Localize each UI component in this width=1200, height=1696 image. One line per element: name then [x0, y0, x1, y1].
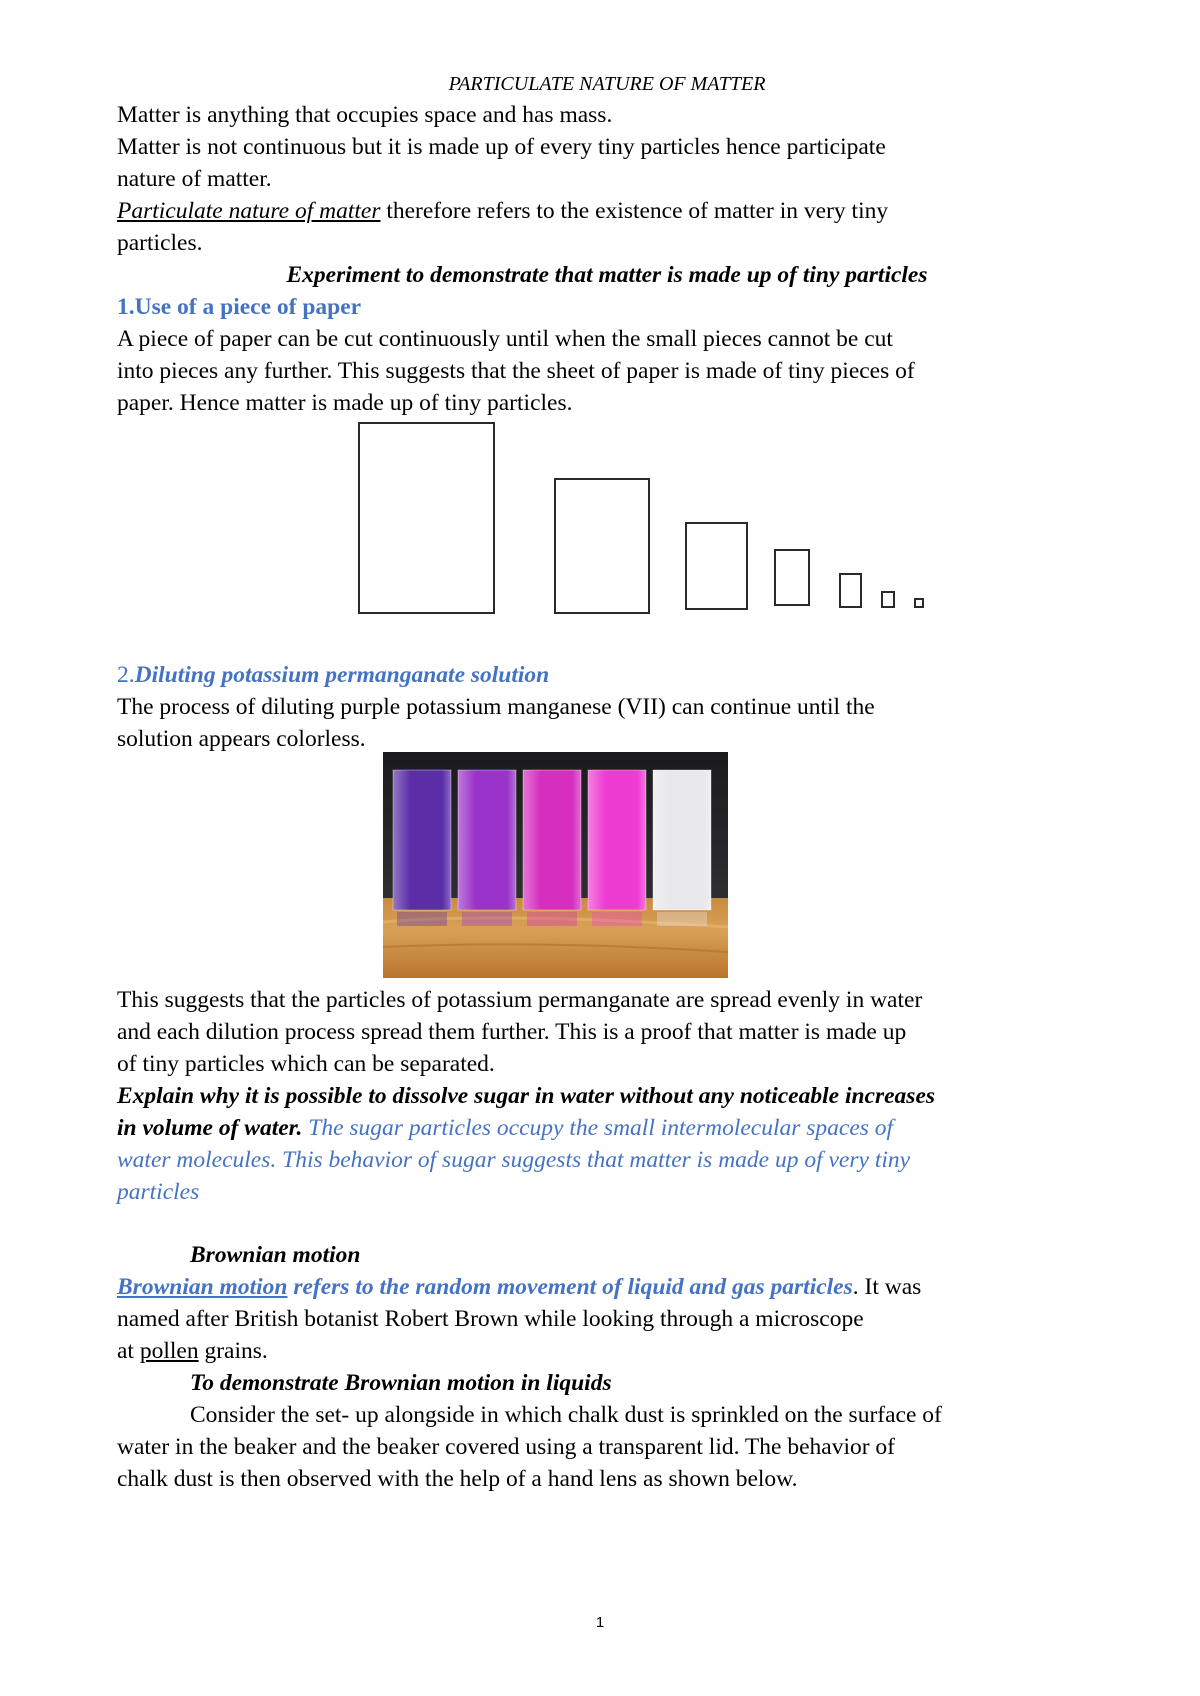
section2-after-line-2: and each dilution process spread them further. This is a proof that matter is made up	[117, 1019, 907, 1045]
demo-line-1: Consider the set- up alongside in which chalk dust is sprinkled on the surface of	[190, 1402, 942, 1428]
pollen-link[interactable]: pollen	[139, 1338, 199, 1364]
page-number: 1	[595, 1614, 605, 1631]
beaker-reflection-3	[527, 912, 577, 926]
paper-piece-3	[685, 522, 748, 610]
beaker-shine-1	[393, 770, 451, 910]
question-line-1: Explain why it is possible to dissolve sugar in water without any noticeable increases	[117, 1083, 936, 1109]
definition-line	[117, 196, 888, 228]
beaker-shine-3	[523, 770, 581, 910]
brownian-definition	[117, 1272, 921, 1304]
section2-title: Diluting potassium permanganate solution	[134, 662, 550, 688]
beaker-reflection-2	[462, 912, 512, 926]
answer-start: The sugar particles occupy the small intermolecular spaces of	[302, 1115, 894, 1141]
demo-heading: To demonstrate Brownian motion in liquids	[190, 1370, 612, 1396]
paper-piece-6	[881, 591, 895, 608]
section1-line-2: into pieces any further. This suggests that the sheet of paper is made of tiny pieces of	[117, 358, 915, 384]
permanganate-dilution-photo	[383, 752, 728, 978]
section1-title: Use of a piece of paper	[134, 294, 362, 320]
intro-line-3: nature of matter.	[117, 166, 272, 192]
brownian-line-2: named after British botanist Robert Brown while looking through a microscope	[117, 1306, 864, 1332]
answer-line-2: water molecules. This behavior of sugar suggests that matter is made up of very tiny	[117, 1147, 911, 1173]
brownian-link[interactable]: Brownian motion	[117, 1274, 288, 1300]
brownian-line-3-post: grains.	[198, 1338, 268, 1364]
brownian-after-def: . It was	[852, 1274, 922, 1300]
demo-line-3: chalk dust is then observed with the help of a hand lens as shown below.	[117, 1466, 798, 1492]
definition-term: Particulate nature of matter	[117, 198, 381, 224]
brownian-heading: Brownian motion	[190, 1242, 361, 1268]
section2-after-line-3: of tiny particles which can be separated.	[117, 1051, 495, 1077]
section2-line-2: solution appears colorless.	[117, 726, 366, 752]
definition-line-2: particles.	[117, 230, 203, 256]
section1-line-1: A piece of paper can be cut continuously until when the small pieces cannot be cut	[117, 326, 893, 352]
beaker-reflection-4	[592, 912, 642, 926]
paper-piece-4	[774, 549, 810, 606]
answer-line-3: particles	[117, 1179, 200, 1205]
brownian-line-3-pre: at	[117, 1338, 140, 1364]
section1-line-3: paper. Hence matter is made up of tiny particles.	[117, 390, 573, 416]
intro-line-1: Matter is anything that occupies space and has mass.	[117, 102, 613, 128]
document-title: PARTICULATE NATURE OF MATTER	[448, 73, 766, 95]
intro-line-2: Matter is not continuous but it is made up of every tiny particles hence participate	[117, 134, 886, 160]
beaker-shine-2	[458, 770, 516, 910]
experiment-heading: Experiment to demonstrate that matter is made up of tiny particles	[286, 262, 928, 288]
section2-line-1: The process of diluting purple potassium manganese (VII) can continue until the	[117, 694, 875, 720]
dilution-photo-svg	[383, 752, 728, 978]
section2-heading	[117, 660, 549, 692]
brownian-definition-rest: refers to the random movement of liquid and gas particles	[287, 1274, 853, 1300]
question-line-2	[117, 1113, 893, 1145]
paper-piece-2	[554, 478, 650, 614]
beaker-reflection-1	[397, 912, 447, 926]
beakers-group	[393, 770, 711, 926]
definition-rest: therefore refers to the existence of matter in very tiny	[380, 198, 889, 224]
paper-piece-1	[358, 422, 495, 614]
section1-number: 1.	[117, 294, 135, 320]
brownian-line-3	[117, 1336, 268, 1368]
paper-piece-5	[839, 573, 862, 608]
paper-piece-7	[914, 598, 924, 608]
section1-heading	[117, 292, 361, 324]
beaker-shine-4	[588, 770, 646, 910]
beaker-reflection-5	[657, 912, 707, 926]
question-bold-end: in volume of water.	[117, 1115, 303, 1141]
demo-line-2: water in the beaker and the beaker covered using a transparent lid. The behavior of	[117, 1434, 896, 1460]
section2-number: 2.	[117, 662, 135, 688]
section2-after-line-1: This suggests that the particles of potassium permanganate are spread evenly in water	[117, 987, 923, 1013]
beaker-shine-5	[653, 770, 711, 910]
